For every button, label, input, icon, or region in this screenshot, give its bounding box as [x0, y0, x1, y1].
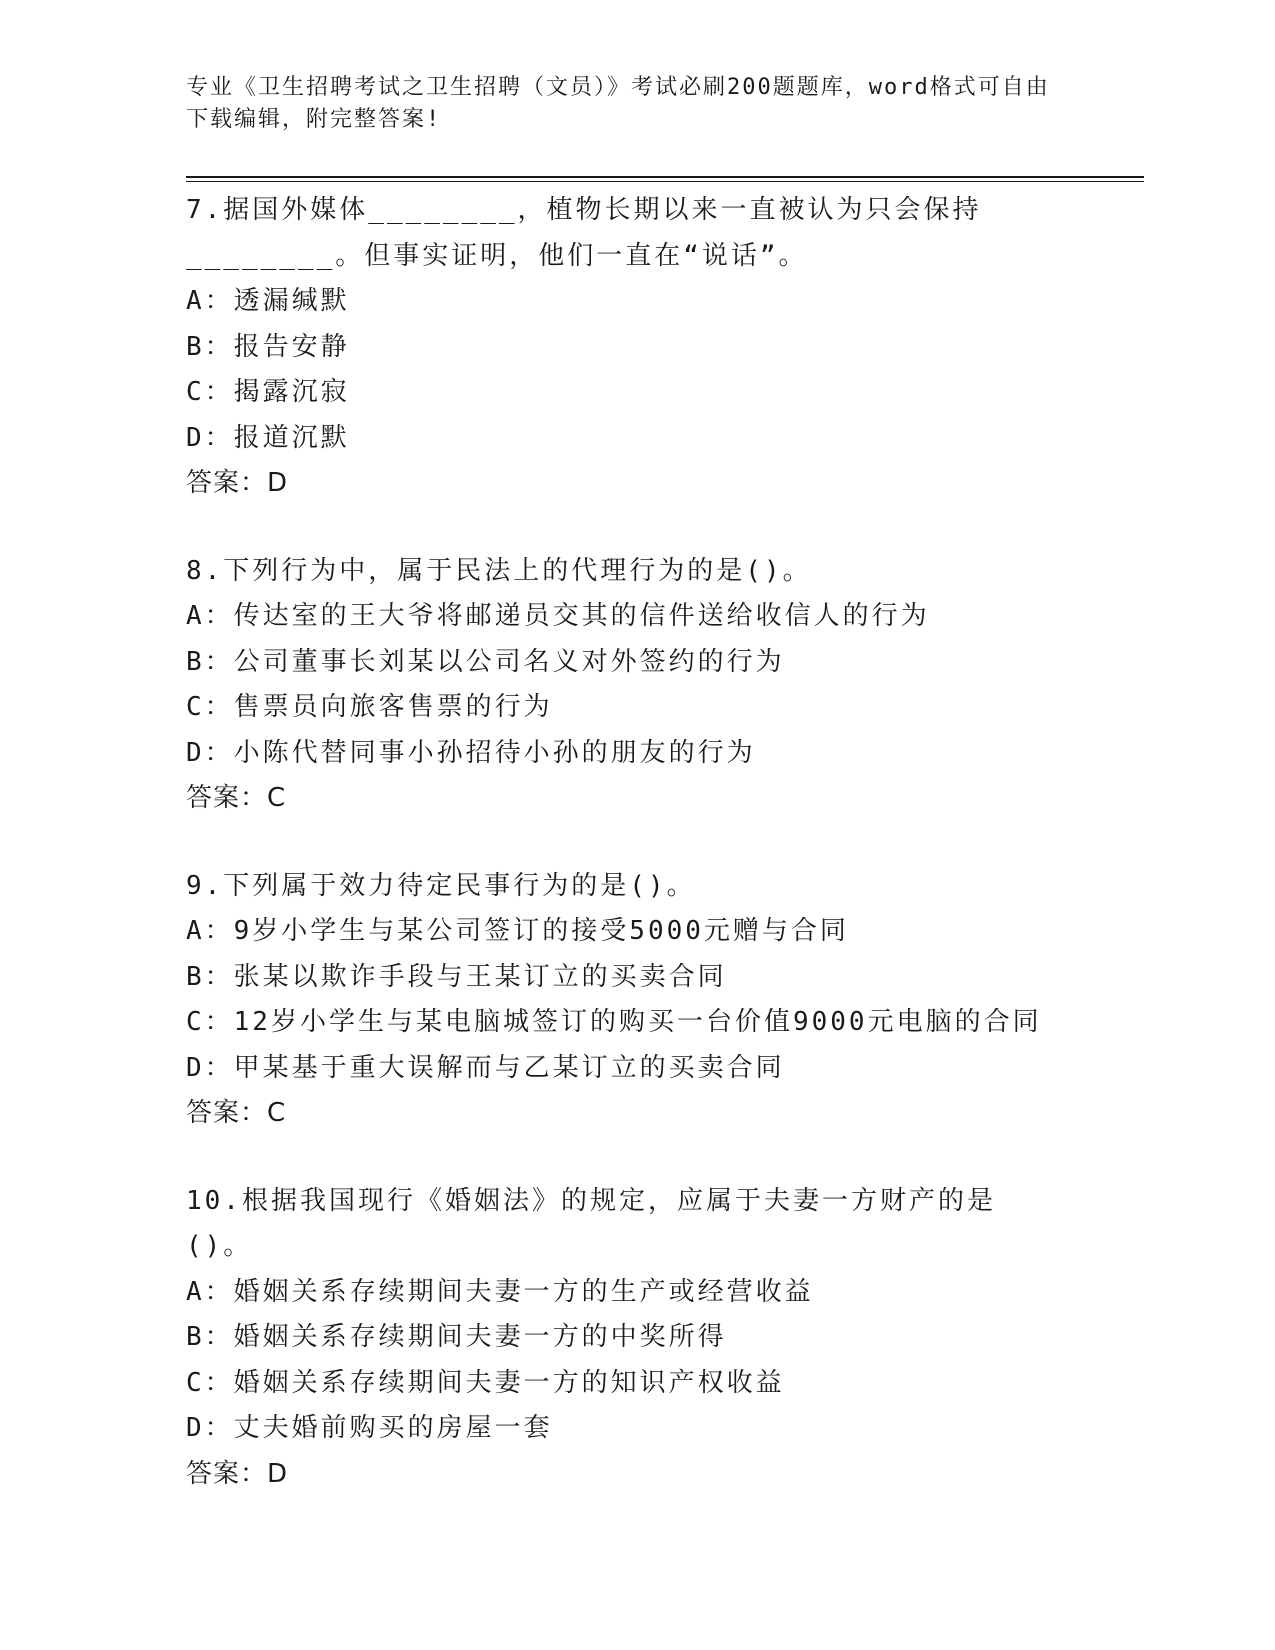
option-b: B：张某以欺诈手段与王某订立的买卖合同 [186, 961, 727, 992]
question-10 [186, 1179, 1086, 1498]
document-header: 专业《卫生招聘考试之卫生招聘（文员）》考试必刷200题题库，word格式可自由下载编辑，附完整答案! [186, 75, 1050, 132]
option-a: A：婚姻关系存续期间夫妻一方的生产或经营收益 [186, 1276, 814, 1307]
option-c: C：售票员向旅客售票的行为 [186, 692, 553, 722]
question-7 [186, 188, 1086, 507]
option-b: B：公司董事长刘某以公司名义对外签约的行为 [186, 646, 785, 677]
answer-line: 答案：C [186, 1098, 287, 1128]
header-divider-thin [186, 181, 1144, 182]
question-stem: 8.下列行为中，属于民法上的代理行为的是()。 [186, 555, 812, 586]
question-stem: 7.据国外媒体________，植物长期以来一直被认为只会保持________。但事实证明，他们一直在“说话”。 [186, 195, 982, 271]
option-a: A：9岁小学生与某公司签订的接受5000元赠与合同 [186, 916, 849, 946]
question-8 [186, 549, 1086, 822]
question-stem: 9.下列属于效力待定民事行为的是()。 [186, 870, 696, 901]
option-d: D：甲某基于重大误解而与乙某订立的买卖合同 [186, 1052, 785, 1083]
question-list [186, 188, 1086, 1539]
option-b: B：婚姻关系存续期间夫妻一方的中奖所得 [186, 1322, 727, 1352]
option-d: D：丈夫婚前购买的房屋一套 [186, 1413, 553, 1443]
answer-line: 答案：C [186, 783, 287, 813]
option-d: D：小陈代替同事小孙招待小孙的朋友的行为 [186, 737, 756, 768]
option-a: A：传达室的王大爷将邮递员交其的信件送给收信人的行为 [186, 601, 930, 631]
header-divider-thick [186, 176, 1144, 178]
option-b: B：报告安静 [186, 331, 350, 362]
option-c: C：婚姻关系存续期间夫妻一方的知识产权收益 [186, 1367, 785, 1398]
question-9 [186, 864, 1086, 1137]
answer-line: 答案：D [186, 468, 289, 498]
option-c: C：12岁小学生与某电脑城签订的购买一台价值9000元电脑的合同 [186, 1007, 1042, 1037]
option-a: A：透漏缄默 [186, 286, 350, 316]
option-c: C：揭露沉寂 [186, 377, 350, 407]
option-d: D：报道沉默 [186, 422, 350, 453]
question-stem: 10.根据我国现行《婚姻法》的规定，应属于夫妻一方财产的是()。 [186, 1185, 996, 1261]
answer-line: 答案：D [186, 1458, 289, 1489]
